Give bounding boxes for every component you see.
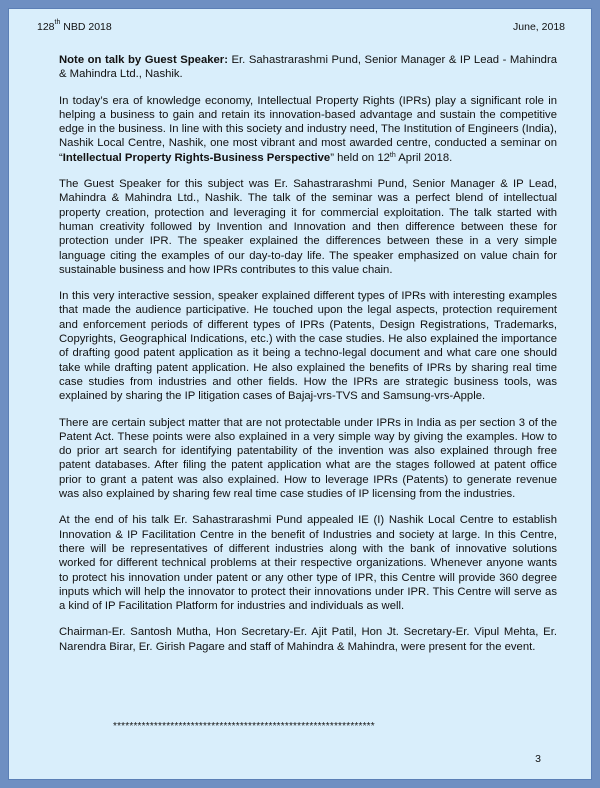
separator-line: **************************************************************** — [113, 721, 375, 732]
paragraph-patent-act: There are certain subject matter that are not protectable under IPRs in India as per section 3 of the Patent Act. These points were also explained in a very simple way by giving the examples. How to do prior art search for identifying patentability of the invention was also explained through free patent databases. After filing the patent application what are the stages followed at patent office prior to grant a patent was also explained. How to leverage IPRs (Patents) to generate revenue was also explained by sharing few real time case studies of IP licensing from the industries. — [59, 416, 557, 501]
paragraph-facilitation-centre: At the end of his talk Er. Sahastrarashmi Pund appealed IE (I) Nashik Local Centre to establish Innovation & IP Facilitation Centre in the benefit of Industries and society at large. In this Centre, there will be representatives of different industries along with the bank of innovative solutions worked for different technical problems at their respective organizations. Whenever anyone wants to protect his innovation under patent or any other type of IPR, this Centre will provide 360 degree inputs which will help the innovator to protect their innovations under IPR. This Centre will serve as a kind of IP Facilitation Platform for industries and individuals as well. — [59, 514, 557, 613]
header-issue-number: 128 — [37, 21, 55, 33]
paragraph-speaker: The Guest Speaker for this subject was Er. Sahastrarashmi Pund, Senior Manager & IP Lead, Mahindra & Mahindra Ltd., Nashik. The talk of the seminar was a perfect blend of intellectual property creation, protection and leveraging it for commercial exploitation. The talk started with human creativity followed by Invention and Innovation and then difference between these for protection under IPR. The speaker explained the differences between these in a very simple language citing the examples of our day-to-day life. The speaker emphasized on value chain for sustainable business and how IPRs contributes to this value chain. — [59, 178, 557, 276]
paragraph-intro-date: ” held on 12 — [330, 151, 390, 164]
paragraph-session: In this very interactive session, speaker explained different types of IPRs with interesting examples that made the audience participative. He touched upon the legal aspects, protection requirement and enforcement periods of different types of IPRs (Patents, Design Registrations, Trademarks, Copyrights, Geographical Indications, etc.) with the case studies. He also explained the importance of drafting good patent application as it being a techno-legal document and what care one should take while drafting patent application. He also explained the benefits of IPRs by sharing real time case studies from industries and other fields. How the IPRs are strategic business tools, was explained by sharing the IP litigation cases of Bajaj-vrs-TVS and Samsung-vrs-Apple. — [59, 290, 557, 403]
paragraph-intro — [59, 94, 557, 165]
paragraph-attendees: Chairman-Er. Santosh Mutha, Hon Secretary-Er. Ajit Patil, Hon Jt. Secretary-Er. Vipul Mehta, Er. Narendra Birar, Er. Girish Pagare and staff of Mahindra & Mahindra, were present for the event. — [59, 626, 557, 653]
note-speaker: Er. Sahastrarashmi Pund, Senior Manager & IP Lead - Mahindra & Mahindra Ltd., Nashik. — [59, 54, 557, 81]
header-issue — [37, 21, 112, 33]
note-title: Note on talk by Guest Speaker: — [59, 54, 228, 66]
date-sup: th — [389, 151, 396, 159]
paragraph-intro-end: April 2018. — [395, 151, 453, 164]
header-issue-sup: th — [54, 19, 61, 26]
header-date: June, 2018 — [513, 21, 565, 33]
seminar-title: Intellectual Property Rights-Business Perspective — [62, 151, 331, 164]
header-issue-label: NBD 2018 — [60, 21, 112, 33]
paragraph-intro-text: In today’s era of knowledge economy, Intellectual Property Rights (IPRs) play a significant role in helping a business to gain and retain its innovation-based advantage and sustain the competitive edge in the business. In line with this society and industry need, The Institution of Engineers (India), Nashik Local Centre, Nashik, one most vibrant and most awarded centre, conducted a seminar on “ — [59, 94, 557, 164]
note-heading — [59, 53, 557, 82]
page — [8, 8, 592, 780]
article-body — [59, 53, 557, 666]
page-number: 3 — [535, 753, 541, 765]
